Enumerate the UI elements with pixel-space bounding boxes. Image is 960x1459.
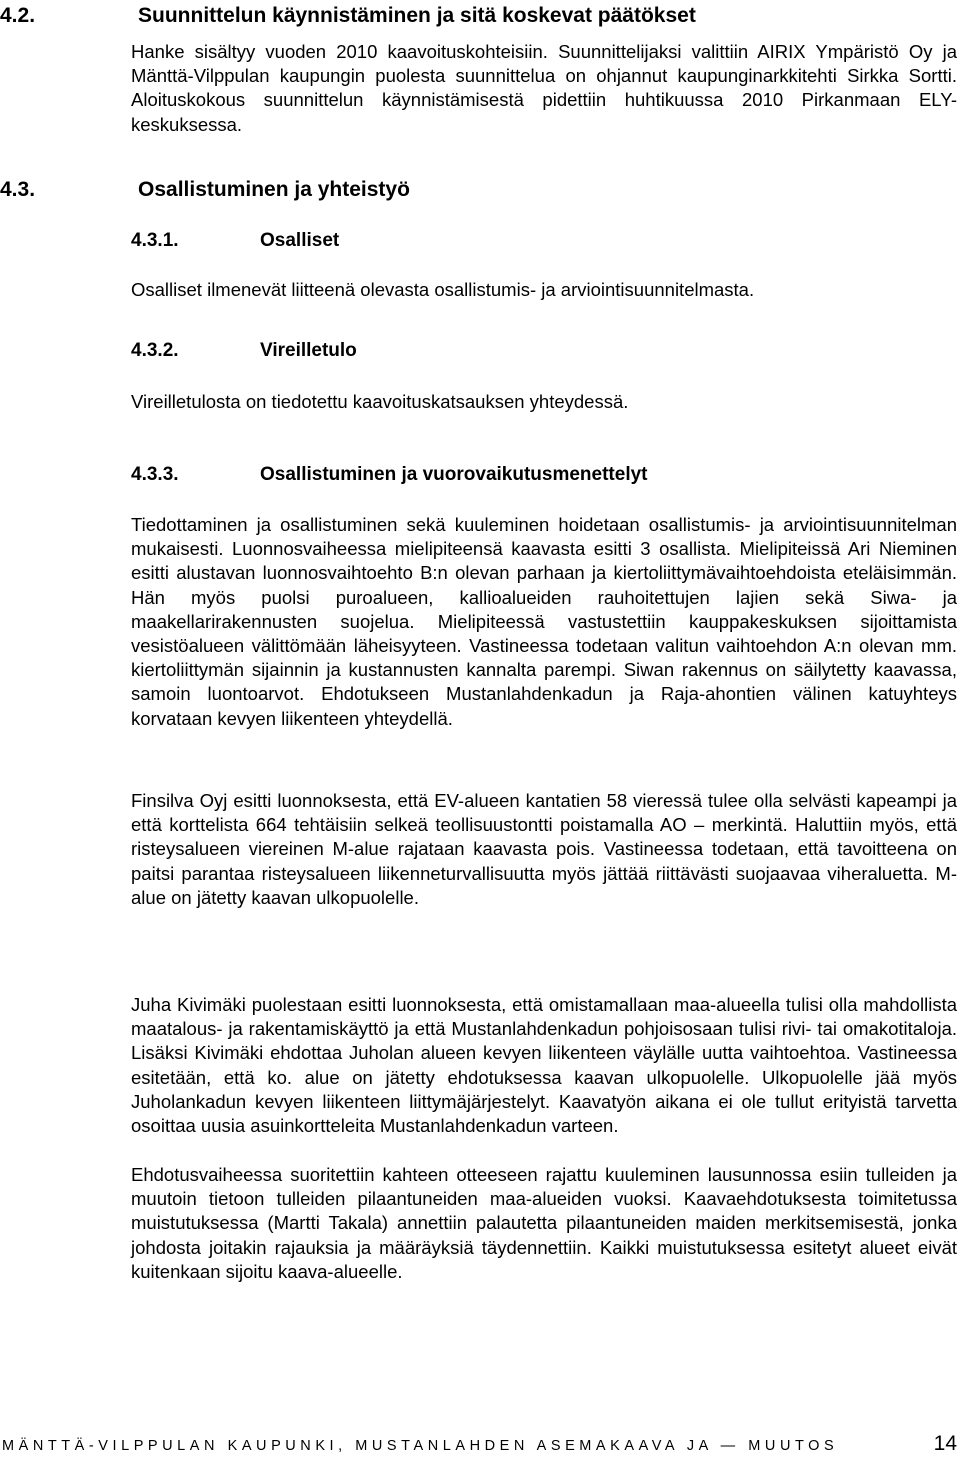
subsection-number: 4.3.3. (131, 464, 179, 485)
page-footer (0, 1434, 960, 1458)
page-number: 14 (933, 1432, 957, 1455)
paragraph-4-3-3-1: Tiedottaminen ja osallistuminen sekä kuuleminen hoidetaan osallistumis- ja arviointisuunnitelman mukaisesti. Luonnosvaiheessa mielipiteensä kaavasta esitti 3 osallista. Mielipiteissä Ari Nieminen esitti alustavan luonnosvaihtoehto B:n olevan parhaan ja kiertoliittymävaihtoehdoista eteläisimmän. Hän myös puolsi puroalueen, kallioalueiden rauhoitettujen lajien sekä Siwa- ja maakellarirakennusten suojelua. Mielipiteessä vastustettiin kauppakeskuksen sijoittamista vesistöalueen välittömään läheisyyteen. Vastineessa todetaan valitun vaihtoehdon A:n olevan mm. kiertoliittymän sijainnin ja kustannusten kannalta parempi. Siwan rakennus on säilytetty kaavassa, samoin luontoarvot. Ehdotukseen Mustanlahdenkadun ja Raja-ahontien välinen katuyhteys korvataan kevyen liikenteen yhteydellä. (131, 514, 957, 729)
paragraph-4-2: Hanke sisältyy vuoden 2010 kaavoituskohteisiin. Suunnittelijaksi valittiin AIRIX Ympäristö Oy ja Mänttä-Vilppulan kaupungin puolesta suunnittelua on ohjannut kaupunginarkkitehti Sirkka Sortti. Aloituskokous suunnittelun käynnistämisestä pidettiin huhtikuussa 2010 Pirkanmaan ELY-keskuksessa. (131, 41, 957, 135)
section-title: Osallistuminen ja yhteistyö (138, 178, 410, 201)
footer-text: MÄNTTÄ-VILPPULAN KAUPUNKI, MUSTANLAHDEN ASEMAKAAVA JA — MUUTOS (2, 1438, 839, 1454)
section-title: Suunnittelun käynnistäminen ja sitä koskevat päätökset (138, 4, 696, 27)
paragraph-4-3-1: Osalliset ilmenevät liitteenä olevasta osallistumis- ja arviointisuunnitelmasta. (131, 279, 755, 300)
subsection-number: 4.3.2. (131, 340, 179, 361)
subsection-number: 4.3.1. (131, 230, 179, 251)
section-number: 4.2. (0, 4, 36, 27)
subsection-title: Vireilletulo (260, 340, 357, 361)
subsection-title: Osallistuminen ja vuorovaikutusmenettelyt (260, 464, 648, 485)
paragraph-4-3-2: Vireilletulosta on tiedotettu kaavoituskatsauksen yhteydessä. (131, 391, 629, 412)
subsection-title: Osalliset (260, 230, 340, 251)
paragraph-4-3-3-3: Juha Kivimäki puolestaan esitti luonnoksesta, että omistamallaan maa-alueella tulisi olla mahdollista maatalous- ja rakentamiskäyttö ja että Mustanlahdenkadun pohjoisosaan tulisi rivi- tai omakotitaloja. Lisäksi Kivimäki ehdottaa Juholan alueen kevyen liikenteen väylälle uutta vaihtoehtoa. Vastineessa esitetään, että ko. alue on jätetty ehdotuksessa kaavan ulkopuolelle. Ulkopuolelle jää myös Juholankadun kevyen liikenteen liittymäjärjestelyt. Kaavatyön aikana ei ole tullut erityistä tarvetta osoittaa uusia asuinkortteleita Mustanlahdenkadun varteen. (131, 994, 957, 1137)
section-number: 4.3. (0, 178, 36, 201)
paragraph-4-3-3-4: Ehdotusvaiheessa suoritettiin kahteen otteeseen rajattu kuuleminen lausunnossa esiin tulleiden ja muutoin tietoon tulleiden pilaantuneiden maa-alueiden vuoksi. Kaavaehdotuksesta toimitetussa muistutuksessa (Martti Takala) annettiin palautetta pilaantuneiden maiden merkitsemisestä, jonka johdosta joitakin rajauksia ja määräyksiä täydennettiin. Kaikki muistutuksessa esitetyt alueet eivät kuitenkaan sijoitu kaava-alueelle. (131, 1164, 957, 1282)
paragraph-4-3-3-2: Finsilva Oyj esitti luonnoksesta, että EV-alueen kantatien 58 vieressä tulee olla selvästi kapeampi ja että korttelista 664 tehtäisiin selkeä teollisuustontti poistamalla AO – merkintä. Haluttiin myös, että risteysalueen viereinen M-alue rajataan kaavasta pois. Vastineessa todetaan, että tavoitteena on paitsi parantaa risteysalueen liikenneturvallisuutta myös jättää riittävästi suojaavaa viheraluetta. M-alue on jätetty kaavan ulkopuolelle. (131, 790, 957, 908)
